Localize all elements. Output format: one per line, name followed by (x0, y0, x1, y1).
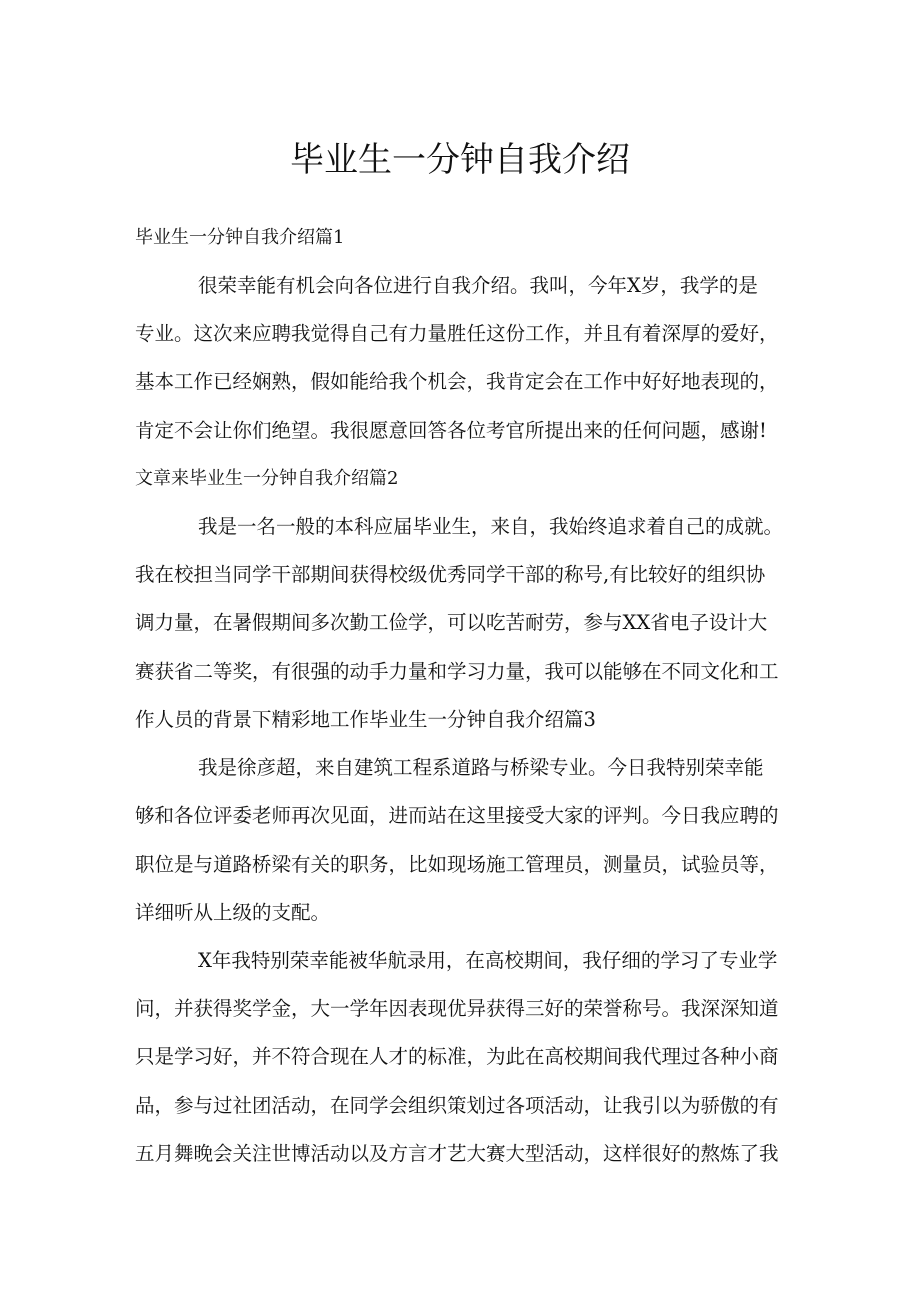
section-heading-2: 文章来毕业生一分钟自我介绍篇2 (135, 468, 399, 489)
paragraph-line: 赛获省二等奖，有很强的动手力量和学习力量，我可以能够在不同文化和工 (135, 660, 779, 683)
paragraph-line: 专业。这次来应聘我觉得自己有力量胜任这份工作，并且有着深厚的爱好， (135, 322, 779, 345)
document-title: 毕业生一分钟自我介绍 (290, 140, 630, 180)
paragraph-line: 品，参与过社团活动，在同学会组织策划过各项活动，让我引以为骄傲的有 (135, 1094, 779, 1117)
paragraph-line: 调力量，在暑假期间多次勤工俭学，可以吃苦耐劳，参与XX省电子设计大 (135, 611, 768, 634)
paragraph-line: 我是徐彦超，来自建筑工程系道路与桥梁专业。今日我特别荣幸能 (198, 756, 764, 779)
paragraph-line: 职位是与道路桥梁有关的职务，比如现场施工管理员，测量员，试验员等， (135, 853, 779, 876)
paragraph-line: 基本工作已经娴熟，假如能给我个机会，我肯定会在工作中好好地表现的， (135, 370, 779, 393)
paragraph-line: 肯定不会让你们绝望。我很愿意回答各位考官所提出来的任何问题，感谢! (135, 419, 767, 442)
paragraph-line: 作人员的背景下精彩地工作毕业生一分钟自我介绍篇3 (135, 708, 596, 731)
paragraph-line: 够和各位评委老师再次见面，进而站在这里接受大家的评判。今日我应聘的 (135, 804, 779, 827)
paragraph-line: 详细听从上级的支配。 (135, 901, 331, 924)
paragraph-line: 五月舞晚会关注世博活动以及方言才艺大赛大型活动，这样很好的熬炼了我 (135, 1142, 779, 1165)
paragraph-line: 我是一名一般的本科应届毕业生，来自，我始终追求着自己的成就。 (198, 515, 784, 538)
paragraph-line: 只是学习好，并不符合现在人才的标准，为此在高校期间我代理过各种小商 (135, 1045, 779, 1068)
paragraph-line: 我在校担当同学干部期间获得校级优秀同学干部的称号,有比较好的组织协 (135, 563, 766, 586)
paragraph-line: 很荣幸能有机会向各位进行自我介绍。我叫，今年X岁，我学的是 (198, 274, 758, 297)
paragraph-line: 问，并获得奖学金，大一学年因表现优异获得三好的荣誉称号。我深深知道 (135, 997, 779, 1020)
paragraph-line: X年我特别荣幸能被华航录用，在高校期间，我仔细的学习了专业学 (198, 949, 778, 972)
section-heading-1: 毕业生一分钟自我介绍篇1 (135, 227, 345, 248)
